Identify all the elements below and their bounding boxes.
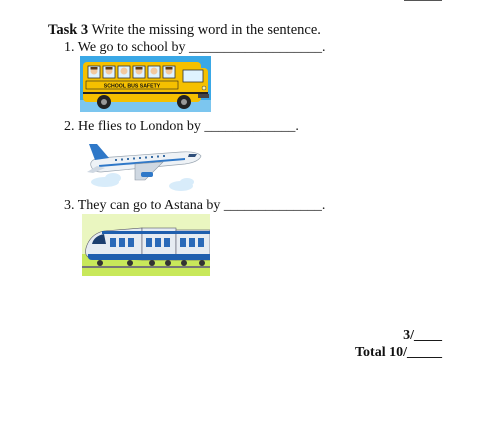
task-label: Task 3	[48, 22, 89, 38]
school-bus-picture	[80, 56, 211, 112]
question-3: 3. They can go to Astana by ______________.	[64, 198, 326, 213]
airplane-picture	[85, 136, 205, 196]
question-2: 2. He flies to London by _____________.	[64, 119, 299, 134]
train-picture	[82, 214, 210, 276]
bus-sign-text: SCHOOL BUS SAFETY	[103, 83, 161, 90]
task-score: 3/____	[403, 328, 442, 343]
task-instruction: Write the missing word in the sentence.	[88, 22, 321, 38]
question-1: 1. We go to school by ___________________.	[64, 40, 326, 55]
task-heading	[48, 21, 321, 39]
total-score: Total 10/_____	[355, 345, 442, 360]
top-score-line	[404, 0, 442, 1]
